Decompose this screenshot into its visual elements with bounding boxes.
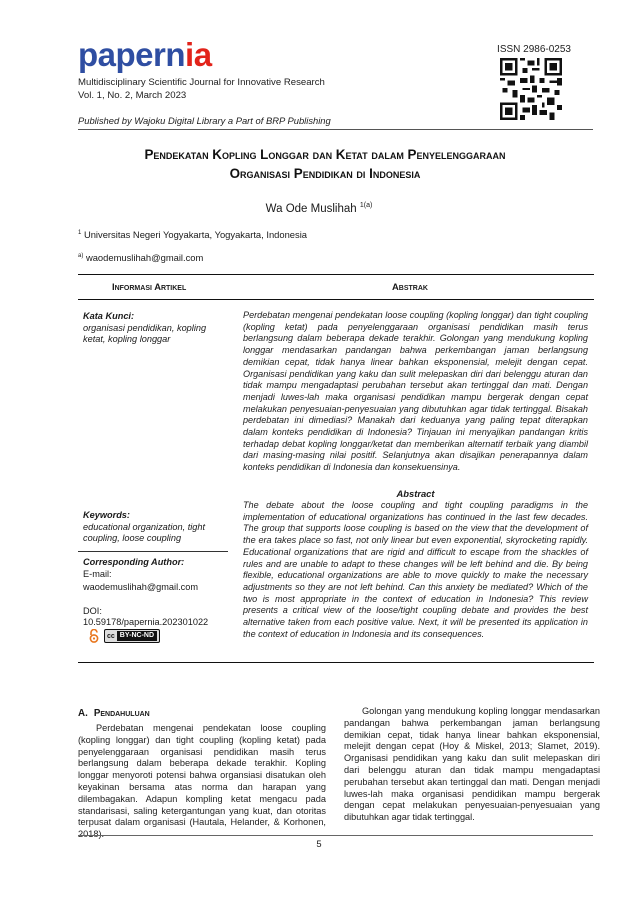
journal-volume: Vol. 1, No. 2, March 2023	[78, 90, 187, 101]
abstract-english: The debate about the loose coupling and tight coupling paradigms in the implementation of educational organizations has continued in the last few decades. The group that supports loose coupling is based on the view that the development of the era takes place so fast, not only linear but even exponential, skyrocketing rapidly. Educational organizations that are rigid and difficult to escape from the shackles of rules and are unable to adapt to these changes will be left behind and die. By being flexible, educational organizations are able to move quickly to make the necessary adjustments so they are not left behind. Can this anxiety be mediated? Which of the two is most appropriate in the context of education in Indonesia? This review presents a critical view of the loose/tight coupling debate and provides the best alternative taken from each positive value. Next, it will be presented its application in the context of education in Indonesia and its consequences.	[243, 500, 588, 639]
license-badge[interactable]	[89, 629, 160, 643]
affiliation	[78, 229, 307, 240]
journal-logo	[78, 38, 212, 71]
email-link[interactable]: waodemuslihah@gmail.com	[85, 252, 204, 263]
section-letter: A.	[78, 708, 88, 719]
header-divider	[78, 129, 593, 130]
corresponding-label: Corresponding Author:	[83, 557, 185, 567]
title-line-2: Organisasi Pendidikan di Indonesia	[229, 166, 421, 181]
corresponding-block	[83, 557, 223, 629]
info-top-rule	[78, 274, 594, 275]
corresponding-rule	[78, 551, 228, 552]
paragraph-1: Perdebatan mengenai pendekatan loose coupling (kopling longgar) dan tight coupling (kopling ketat) pada penyelenggaraan organisasi pendidikan masih terus berlangsung dalam beberapa dekade terakhir. Kopling longgar menyoroti potensi bahwa organsiasi disatukan oleh keyakinan bersama atas norma dan harapan yang dilembagakan. Adapun kompling ketat mengacu pada standarisasi, saling ketergantungan yang kuat, dan otoritas terpusat dalam organisasi (Hautala, Helander, & Korhonen, 2018).	[78, 723, 326, 840]
title-line-1: Pendekatan Kopling Longgar dan Ketat dalam Penyelenggaraan	[144, 147, 506, 162]
journal-info	[78, 76, 325, 102]
section-title: Pendahuluan	[93, 708, 150, 719]
license-type: BY-NC-ND	[117, 631, 157, 641]
kata-kunci-block	[83, 311, 223, 346]
kata-kunci-label: Kata Kunci:	[83, 311, 135, 321]
keywords-label: Keywords:	[83, 510, 130, 520]
doi-link[interactable]: 10.59178/papernia.202301022	[83, 617, 209, 627]
keywords-text: educational organization, tight coupling, loose coupling	[83, 521, 206, 543]
author	[0, 202, 638, 215]
body-column-left	[78, 723, 326, 841]
corresponding-email[interactable]: waodemuslihah@gmail.com	[83, 582, 199, 592]
logo-main: papern	[78, 36, 186, 73]
abstract-english-title: Abstract	[396, 488, 435, 499]
publisher-line: Published by Wajoku Digital Library a Part of BRP Publishing	[78, 115, 331, 126]
affiliation-sup: 1	[78, 229, 82, 236]
cc-mark: cc	[107, 632, 115, 640]
footer-divider	[78, 835, 593, 836]
journal-name: Multidisciplinary Scientific Journal for Innovative Research	[78, 77, 325, 88]
logo-accent: ia	[185, 36, 212, 73]
open-access-icon	[89, 629, 99, 643]
author-email	[78, 252, 203, 263]
email-label: E-mail:	[83, 568, 112, 579]
abstract-indonesian: Perdebatan mengenai pendekatan loose coupling (kopling longgar) dan tight coupling (kopling ketat) pada penyelenggaraan organisasi pendidikan masih terus berlangsung dalam beberapa dekade terakhir. Golongan yang mendukung kopling longgar mendasarkan pandangan bahwa perkembangan jaman berlangsung demikian cepat, tidak hanya linear bahkan eksponensial, melejit dengan cepat. Organisasi pendidikan yang kaku dan sulit melepaskan diri dari belenggu aturan dan tidak mampu mengadaptasi perubahan tersebut akan tertinggal dan mati. Dengan menjadi luwes-lah maka organisasi pendidikan mampu bergerak dengan cepat melakukan penyesuaian-penyesuaian yang dibutuhkan agar tidak tertinggal. Bisakah perdebatan ini dimediasi? Manakah dari keduanya yang paling tepat diterapkan dalam konteks pendidikan di Indonesia? Tinjauan ini menyajikan pandangan kritis terhadap debat kopling longgar/ketat dan memberikan alternatif terbaik yang diambil dari masing-masing nilai positif. Selanjutnya akan disajikan penerapannya dalam konteks pendidikan di Indonesia dan konsekuensinya.	[243, 310, 588, 473]
abstract-header: Abstrak	[392, 281, 428, 292]
kata-kunci-text: organisasi pendidikan, kopling ketat, kopling longgar	[83, 322, 207, 344]
section-heading	[78, 708, 150, 719]
article-title	[70, 145, 580, 183]
issn: ISSN 2986-0253	[497, 44, 571, 55]
paragraph-2: Golongan yang mendukung kopling longgar mendasarkan pandangan bahwa perkembangan jaman berlangsung demikian cepat, tidak hanya linear bahkan eksponensial, melejit dengan cepat (Hoy & Miskel, 2013; Slamet, 2019). Organisasi pendidikan yang kaku dan sulit melepaskan diri dari belenggu aturan dan tidak mampu mengadaptasi perubahan tersebut akan tertinggal dan mati. Dengan menjadi luwes-lah maka organisasi pendidikan mampu bergerak dengan cepat melakukan penyesuaian-penyesuaian yang dibutuhkan agar tidak tertinggal.	[344, 706, 600, 823]
keywords-block	[83, 510, 223, 545]
page-number: 5	[316, 838, 322, 849]
info-header: Informasi Artikel	[112, 281, 187, 292]
cc-license-icon	[104, 629, 160, 643]
author-sup: 1(a)	[359, 202, 373, 209]
email-sup: a)	[78, 252, 84, 259]
doi-label: DOI:	[83, 605, 102, 616]
info-header-rule	[78, 299, 594, 300]
abstract-bottom-rule	[78, 662, 594, 663]
affiliation-text: Universitas Negeri Yogyakarta, Yogyakarta, Indonesia	[83, 229, 308, 240]
qr-code-icon	[500, 58, 562, 120]
body-column-right	[344, 706, 600, 824]
author-name: Wa Ode Muslihah	[265, 202, 357, 215]
